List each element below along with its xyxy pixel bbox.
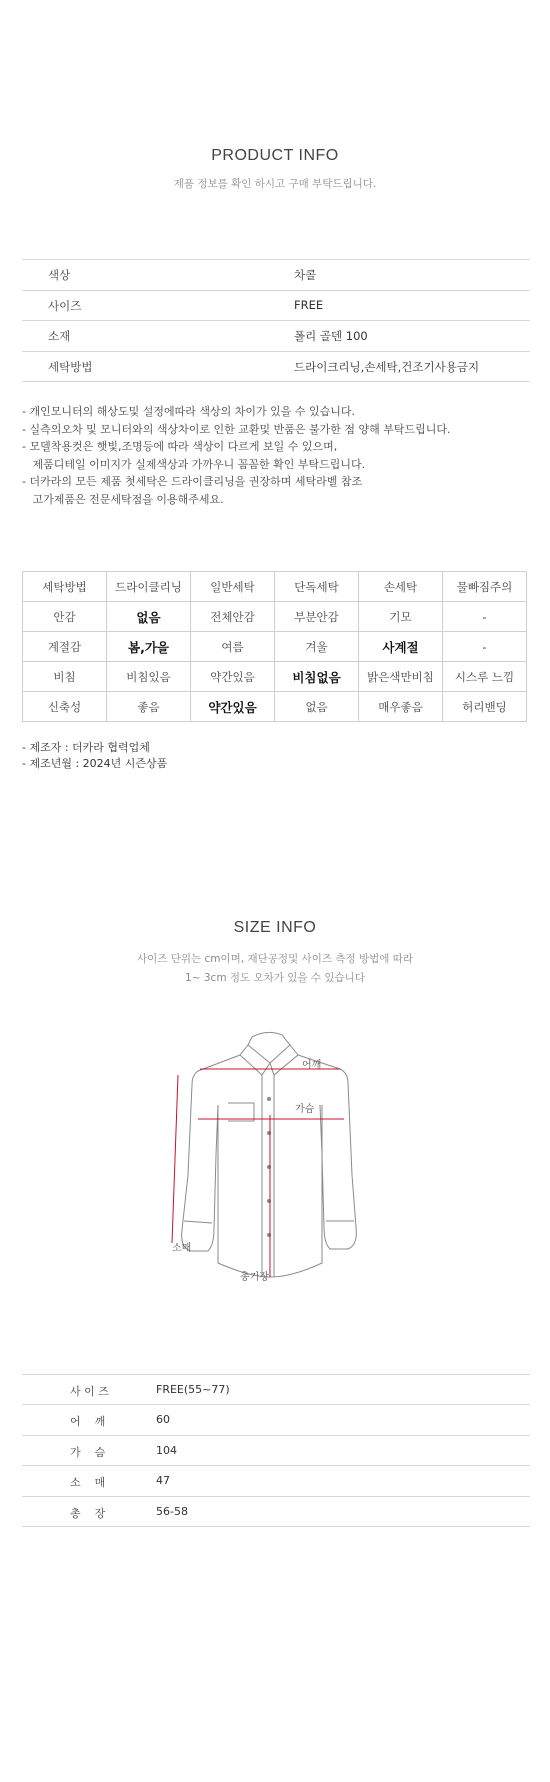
care-grid-cell: 시스루 느낌 [443,662,527,692]
info-row-material [22,321,530,352]
care-grid-cell: 없음 [107,602,191,632]
care-grid-cell: 겨울 [275,632,359,662]
care-grid-row [23,632,527,662]
care-grid-header-cell: 물빠짐주의 [443,572,527,602]
size-row [22,1436,530,1466]
product-info-table [22,259,530,382]
care-grid-cell: 부분안감 [275,602,359,632]
size-value: FREE(55~77) [156,1383,230,1396]
care-grid-cell: - [443,632,527,662]
measurement-guides [172,1069,344,1277]
care-grid-row-label: 비침 [23,662,107,692]
size-table [22,1374,530,1527]
product-info-subtitle: 제품 정보를 확인 하시고 구매 부탁드립니다. [173,178,377,190]
info-row-wash [22,352,530,383]
maker-line: - 제조자 : 더카라 협력업체 [22,741,150,754]
care-grid-row [23,692,527,722]
care-grid-row [23,662,527,692]
care-grid-cell: 약간있음 [191,692,275,722]
size-row [22,1405,530,1435]
size-label: 총 장 [70,1506,106,1520]
size-label: 가 슴 [70,1445,106,1459]
care-grid-cell: - [443,602,527,632]
info-label: 사이즈 [48,298,82,313]
size-value: 56-58 [156,1504,188,1518]
care-grid-cell: 없음 [275,692,359,722]
care-grid-header-cell: 단독세탁 [275,572,359,602]
size-label: 소 매 [70,1476,106,1490]
notice-line: 제품디테일 이미지가 실제색상과 가까우니 꼼꼼한 확인 부탁드립니다. [22,457,366,471]
care-grid-row [23,602,527,632]
care-grid-cell: 좋음 [107,692,191,722]
label-length: 총기장 [240,1272,269,1283]
info-value: 폴리 골덴 100 [294,329,368,343]
notice-list [22,403,532,508]
care-grid-header-cell: 손세탁 [359,572,443,602]
care-grid-cell: 전체안감 [191,602,275,632]
label-sleeve: 소매 [172,1243,192,1254]
info-value: 차콜 [294,268,317,282]
size-value: 60 [156,1413,170,1427]
care-grid-row-label: 계절감 [23,632,107,662]
care-grid-cell: 매우좋음 [359,692,443,722]
care-grid-cell: 비침없음 [275,662,359,692]
product-info-title: PRODUCT INFO [211,147,339,164]
maker-line: - 제조년월 : 2024년 시즌상품 [22,757,168,770]
notice-line: - 모델착용컷은 햇빛,조명등에 따라 색상이 다르게 보일 수 있으며, [22,440,338,453]
care-grid-header-cell: 드라이클리닝 [107,572,191,602]
care-grid-cell: 봄,가을 [107,632,191,662]
care-attribute-grid [22,571,527,722]
size-info-title: SIZE INFO [233,919,317,936]
info-value: FREE [294,297,324,312]
sleeve-guide-line [172,1075,178,1243]
label-shoulder: 어깨 [302,1060,322,1071]
size-label: 사 이 즈 [70,1385,109,1398]
size-value: 104 [156,1443,177,1457]
care-grid-row [23,572,527,602]
notice-line: - 더카라의 모든 제품 첫세탁은 드라이클리닝을 권장하며 세탁라벨 참조 [22,475,363,488]
size-info-subtitle-1: 사이즈 단위는 cm이며, 재단공정및 사이즈 측정 방법에 따라 [137,953,413,965]
info-value: 드라이크리닝,손세탁,건조기사용금지 [294,359,480,374]
size-row [22,1497,530,1527]
care-grid-header-cell: 일반세탁 [191,572,275,602]
care-grid-cell: 비침있음 [107,662,191,692]
info-label: 색상 [48,268,71,282]
notice-line: 고가제품은 전문세탁점을 이용해주세요. [22,492,224,506]
care-grid-row-label: 안감 [23,602,107,632]
care-grid-cell: 허리밴딩 [443,692,527,722]
notice-line: - 개인모니터의 해상도및 설정에따라 색상의 차이가 있을 수 있습니다. [22,405,355,418]
info-label: 소재 [48,329,71,343]
info-row-color [22,260,530,291]
info-row-size [22,291,530,322]
care-grid-header-cell: 세탁방법 [23,572,107,602]
shirt-measurement-diagram [170,1015,380,1305]
care-grid-row-label: 신축성 [23,692,107,722]
care-grid-cell: 사계절 [359,632,443,662]
label-chest: 가슴 [295,1104,315,1115]
care-grid-cell: 약간있음 [191,662,275,692]
size-label: 어 깨 [70,1415,106,1429]
size-row [22,1375,530,1405]
care-grid-cell: 기모 [359,602,443,632]
care-grid-cell: 여름 [191,632,275,662]
care-grid-cell: 밝은색만비침 [359,662,443,692]
notice-line: - 실측의오차 및 모니터와의 색상차이로 인한 교환및 반품은 불가한 점 양해 부탁드립니다. [22,422,451,436]
size-info-subtitle-2: 1~ 3cm 정도 오차가 있을 수 있습니다 [185,972,365,984]
maker-info [22,740,167,772]
info-label: 세탁방법 [48,359,93,374]
size-value: 47 [156,1474,170,1488]
size-row [22,1466,530,1496]
